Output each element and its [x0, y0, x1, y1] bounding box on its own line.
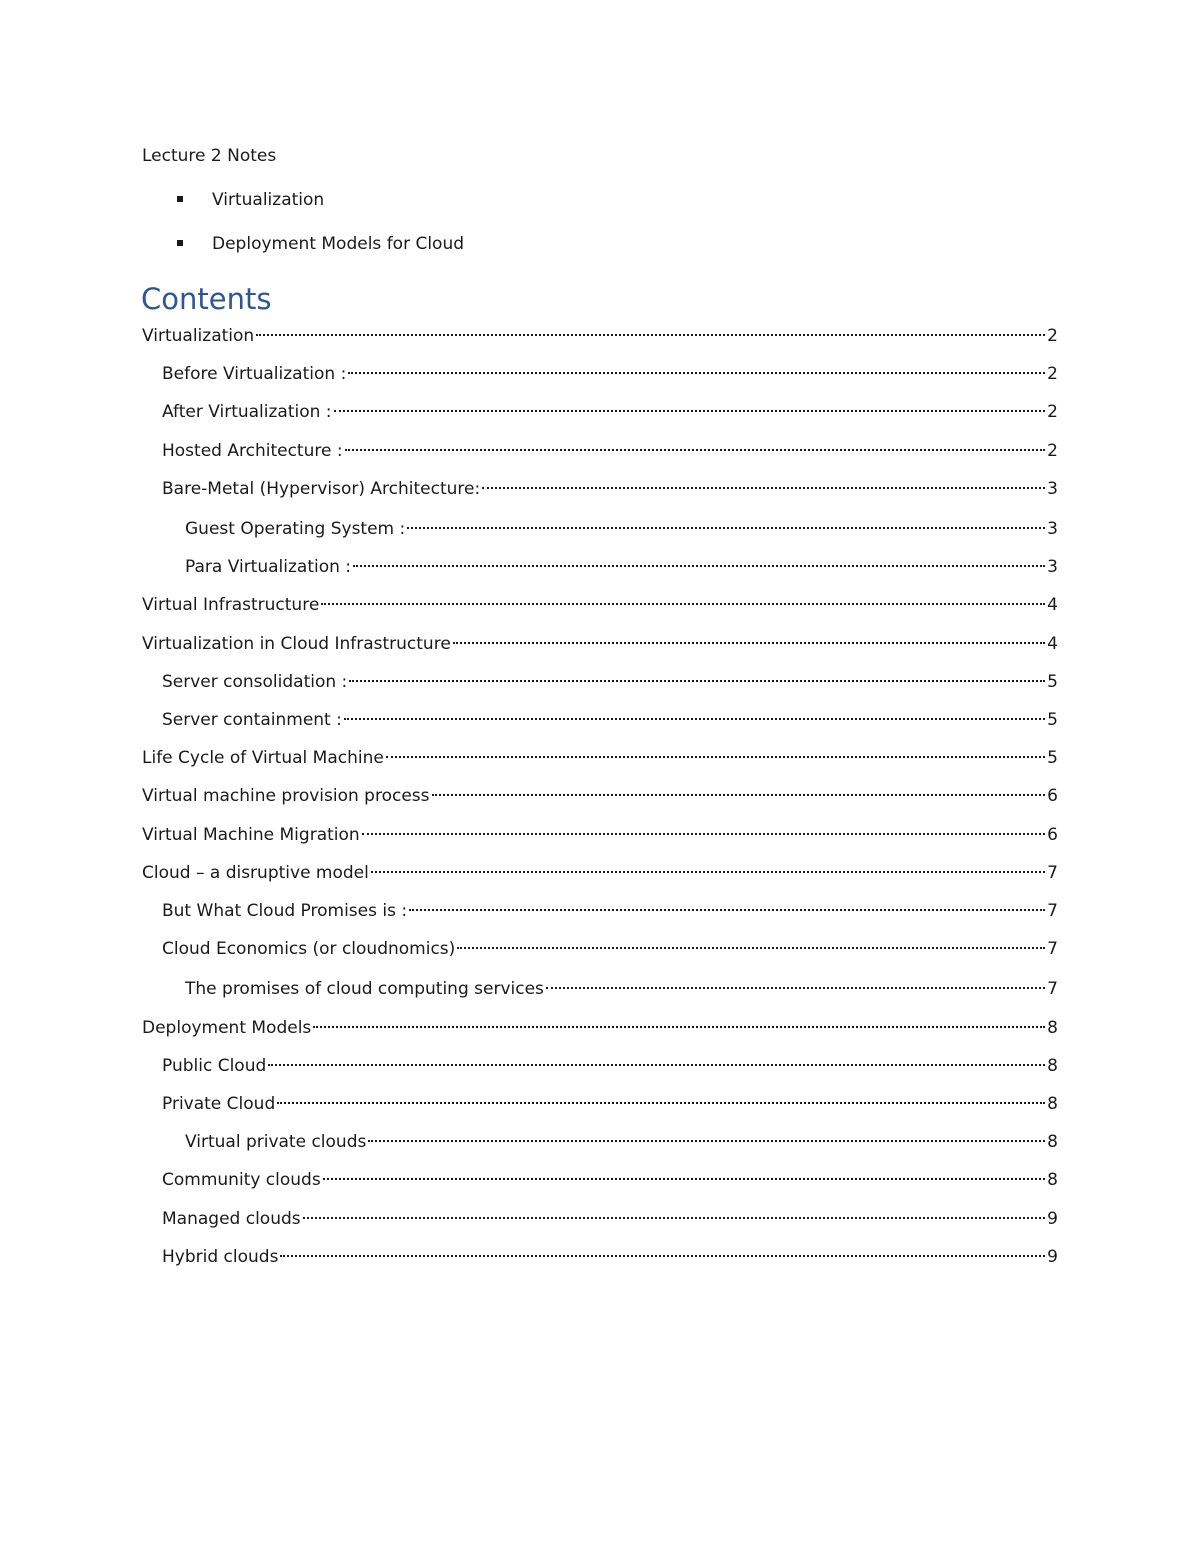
- toc-entry[interactable]: [142, 746, 1058, 770]
- toc-entry-label: Server containment :: [162, 710, 342, 730]
- toc-entry[interactable]: [162, 937, 1058, 961]
- toc-entry-label: Hybrid clouds: [162, 1246, 279, 1267]
- toc-dot-leader: [334, 410, 1046, 412]
- toc-entry[interactable]: [142, 784, 1058, 808]
- toc-page-number: 3: [1047, 519, 1058, 539]
- toc-entry[interactable]: [142, 861, 1058, 885]
- toc-entry[interactable]: [142, 593, 1058, 617]
- toc-dot-leader: [268, 1064, 1045, 1066]
- toc-page-number: 5: [1047, 748, 1058, 769]
- toc-entry-label: The promises of cloud computing services: [185, 979, 544, 1000]
- toc-dot-leader: [482, 487, 1045, 489]
- toc-dot-leader: [362, 833, 1046, 835]
- toc-entry[interactable]: [162, 1092, 1058, 1116]
- toc-page-number: 2: [1047, 440, 1058, 461]
- topic-bullet-label: Virtualization: [212, 190, 325, 210]
- toc-entry-label: Guest Operating System :: [185, 519, 406, 539]
- toc-entry-label: Bare-Metal (Hypervisor) Architecture:: [162, 478, 481, 499]
- toc-dot-leader: [368, 1140, 1045, 1142]
- toc-entry-label: Community clouds: [162, 1170, 321, 1191]
- toc-entry-label: Cloud – a disruptive model: [142, 862, 369, 883]
- toc-entry[interactable]: [142, 823, 1058, 847]
- toc-entry-label: Cloud Economics (or cloudnomics): [162, 939, 456, 960]
- toc-entry-label: But What Cloud Promises is :: [162, 901, 408, 921]
- toc-entry[interactable]: [185, 977, 1058, 1001]
- toc-dot-leader: [457, 947, 1045, 949]
- toc-entry-label: Managed clouds: [162, 1208, 301, 1229]
- toc-page-number: 4: [1047, 633, 1058, 654]
- toc-dot-leader: [349, 680, 1045, 682]
- toc-entry-label: Before Virtualization :: [162, 364, 347, 385]
- toc-dot-leader: [453, 642, 1045, 644]
- toc-dot-leader: [313, 1026, 1045, 1028]
- toc-entry-label: Server consolidation :: [162, 671, 348, 692]
- toc-page-number: 7: [1047, 939, 1058, 960]
- toc-dot-leader: [277, 1102, 1045, 1104]
- toc-page-number: 6: [1047, 786, 1058, 807]
- toc-entry-label: Virtual machine provision process: [142, 786, 430, 807]
- toc-page-number: 3: [1047, 478, 1058, 499]
- toc-dot-leader: [432, 794, 1046, 796]
- toc-dot-leader: [546, 987, 1045, 989]
- toc-dot-leader: [345, 449, 1046, 451]
- toc-page-number: 5: [1047, 710, 1058, 730]
- table-of-contents: [142, 0, 1058, 1553]
- toc-page-number: 9: [1047, 1208, 1058, 1229]
- toc-page-number: 7: [1047, 979, 1058, 1000]
- toc-page-number: 8: [1047, 1132, 1058, 1153]
- toc-dot-leader: [280, 1255, 1045, 1257]
- toc-entry[interactable]: [162, 899, 1058, 923]
- toc-entry[interactable]: [162, 400, 1058, 424]
- toc-dot-leader: [409, 909, 1045, 911]
- toc-entry[interactable]: [162, 1245, 1058, 1269]
- document-title: Lecture 2 Notes: [142, 146, 277, 166]
- toc-entry[interactable]: [185, 1130, 1058, 1154]
- toc-entry[interactable]: [185, 517, 1058, 541]
- toc-entry-label: Virtual private clouds: [185, 1132, 367, 1153]
- topic-bullet-label: Deployment Models for Cloud: [212, 234, 465, 254]
- toc-entry-label: Life Cycle of Virtual Machine: [142, 748, 384, 769]
- toc-page-number: 8: [1047, 1017, 1058, 1038]
- toc-page-number: 3: [1047, 557, 1058, 578]
- toc-page-number: 2: [1047, 402, 1058, 423]
- toc-entry[interactable]: [162, 1207, 1058, 1231]
- toc-entry[interactable]: [162, 362, 1058, 386]
- contents-heading: Contents: [141, 282, 272, 316]
- toc-entry[interactable]: [162, 439, 1058, 463]
- toc-dot-leader: [256, 334, 1045, 336]
- toc-entry[interactable]: [142, 324, 1058, 348]
- toc-entry[interactable]: [162, 1054, 1058, 1078]
- toc-entry-label: Private Cloud: [162, 1094, 276, 1114]
- toc-page-number: 2: [1047, 364, 1058, 385]
- toc-entry-label: Virtualization: [142, 326, 255, 346]
- toc-dot-leader: [323, 1178, 1045, 1180]
- toc-entry-label: Virtualization in Cloud Infrastructure: [142, 633, 451, 654]
- toc-entry-label: Virtual Machine Migration: [142, 824, 360, 845]
- toc-entry-label: Deployment Models: [142, 1017, 312, 1038]
- toc-entry[interactable]: [185, 555, 1058, 579]
- toc-dot-leader: [386, 756, 1045, 758]
- toc-dot-leader: [344, 718, 1045, 720]
- toc-dot-leader: [407, 527, 1045, 529]
- toc-page-number: 5: [1047, 671, 1058, 692]
- toc-page-number: 4: [1047, 595, 1058, 616]
- toc-page-number: 7: [1047, 862, 1058, 883]
- toc-dot-leader: [321, 603, 1045, 605]
- toc-page-number: 6: [1047, 824, 1058, 845]
- toc-dot-leader: [353, 565, 1045, 567]
- toc-page-number: 2: [1047, 326, 1058, 346]
- toc-entry[interactable]: [162, 1168, 1058, 1192]
- toc-entry-label: Public Cloud: [162, 1055, 267, 1076]
- toc-dot-leader: [303, 1217, 1046, 1219]
- toc-entry[interactable]: [142, 632, 1058, 656]
- toc-dot-leader: [348, 372, 1045, 374]
- toc-page-number: 8: [1047, 1055, 1058, 1076]
- toc-entry-label: Virtual Infrastructure: [142, 595, 320, 616]
- toc-page-number: 8: [1047, 1170, 1058, 1191]
- toc-entry[interactable]: [162, 708, 1058, 732]
- toc-entry[interactable]: [162, 477, 1058, 501]
- toc-page-number: 7: [1047, 901, 1058, 921]
- toc-entry[interactable]: [162, 670, 1058, 694]
- toc-page-number: 9: [1047, 1246, 1058, 1267]
- toc-entry-label: After Virtualization :: [162, 402, 332, 423]
- toc-dot-leader: [371, 871, 1045, 873]
- toc-page-number: 8: [1047, 1094, 1058, 1114]
- toc-entry-label: Para Virtualization :: [185, 557, 352, 578]
- toc-entry-label: Hosted Architecture :: [162, 440, 343, 461]
- toc-entry[interactable]: [142, 1016, 1058, 1040]
